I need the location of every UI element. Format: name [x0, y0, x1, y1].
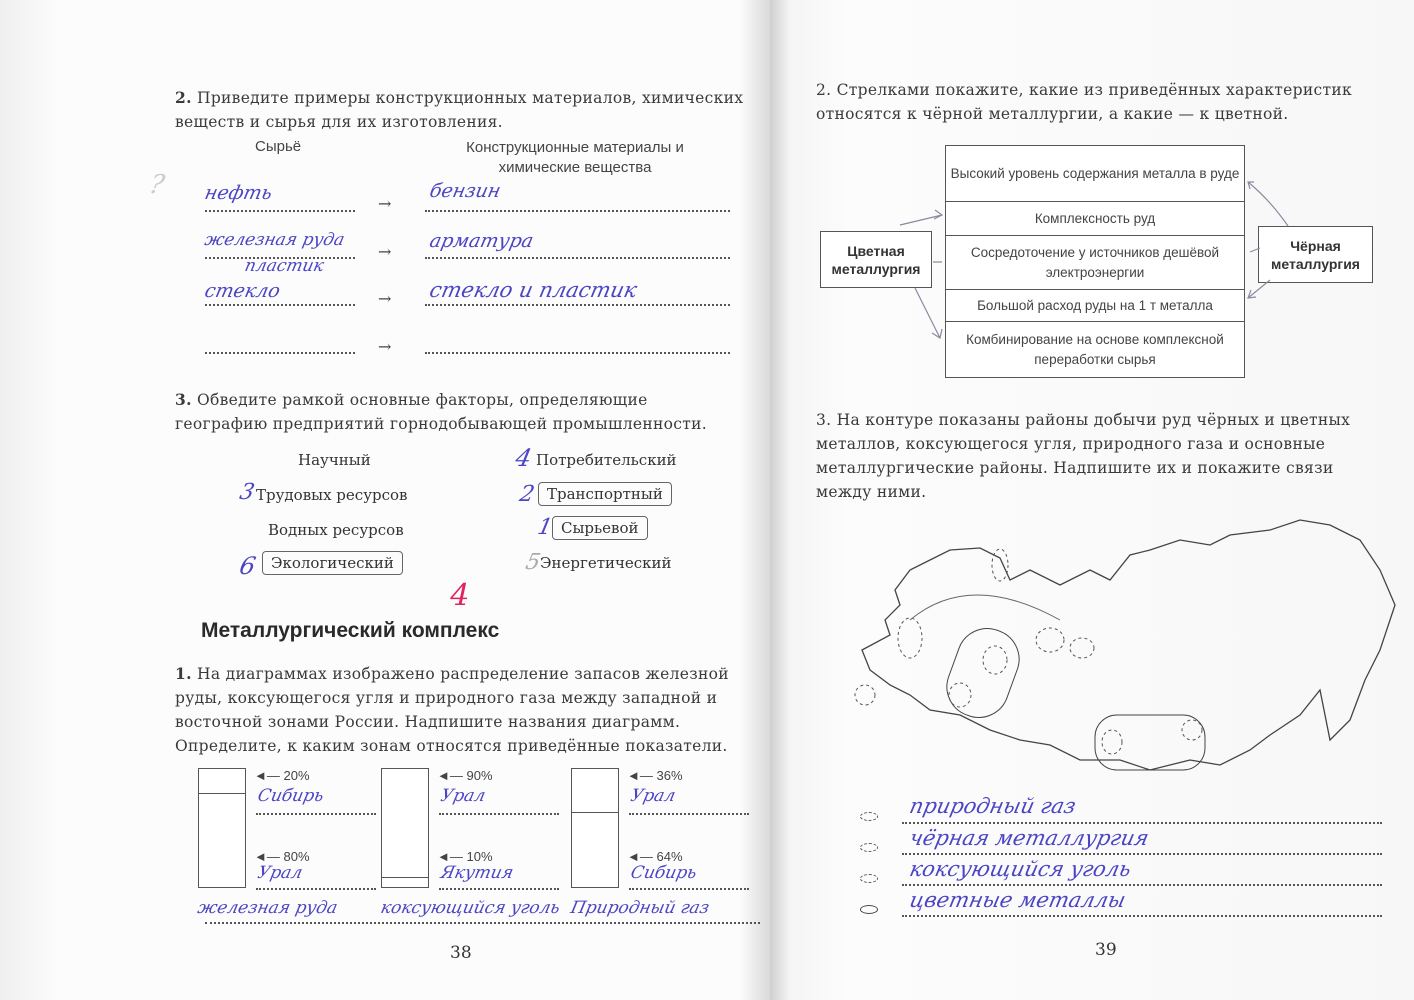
region-marker — [1095, 715, 1205, 770]
diagram-bar — [381, 768, 429, 888]
factor-mark: 4 — [513, 444, 535, 472]
ferrous-box: Чёрная металлургия — [1258, 226, 1373, 283]
task3-text — [816, 408, 1386, 504]
legend-gas-symbol — [860, 812, 878, 821]
page-number: 39 — [1095, 940, 1117, 960]
bottom-answer: Сибирь — [628, 863, 699, 883]
legend-ferrous-symbol — [860, 843, 878, 852]
handdrawn-arrows — [770, 0, 1414, 400]
arrow-line — [1248, 182, 1288, 226]
region-marker — [983, 646, 1007, 674]
diagram-split — [572, 812, 618, 813]
top-percent: ◄— 90% — [437, 768, 493, 783]
top-percent: ◄— 36% — [627, 768, 683, 783]
factor-mark: 2 — [517, 482, 537, 507]
characteristic-item: Комплексность руд — [946, 202, 1244, 236]
region-marker — [898, 618, 922, 658]
task-text: Приведите примеры конструкционных материалов, химических веществ и сырья для их изготовления. — [175, 89, 744, 131]
factor-scientific[interactable]: Научный — [298, 451, 371, 469]
task-text: На диаграммах изображено распределение запасов железной руды, коксующегося угля и природного газа между западной и восточной зонами России. Надпишите названия диаграмм. Определите, к каким зонам относятся приведённые показатели. — [175, 665, 729, 755]
answer-raw: железная руда — [202, 230, 347, 250]
region-marker — [1102, 730, 1122, 754]
factor-energy[interactable]: Энергетический — [540, 554, 672, 572]
col-raw: Сырьё — [255, 138, 302, 155]
grade-mark: 4 — [446, 578, 473, 613]
region-marker — [949, 683, 971, 707]
russia-outline-map — [850, 510, 1410, 780]
answer-raw: пластик — [242, 256, 326, 276]
answer-raw: стекло — [202, 280, 283, 302]
task3-text — [175, 388, 745, 436]
col-materials: Конструкционные материалы и химические вещества — [466, 139, 684, 176]
section-title: Металлургический комплекс — [201, 619, 500, 642]
arrow-line — [1250, 248, 1260, 252]
top-answer: Урал — [628, 786, 678, 806]
answer-raw: нефть — [202, 182, 275, 204]
legend-answer: цветные металлы — [907, 888, 1128, 912]
nonferrous-box: Цветная металлургия — [820, 231, 932, 288]
legend-coal-symbol — [860, 874, 878, 883]
task-text: Стрелками покажите, какие из приведённых характеристик относятся к чёрной металлургии, а какие — к цветной. — [816, 81, 1352, 123]
arrow-line — [900, 210, 942, 225]
arrow: → — [378, 337, 392, 356]
bottom-answer: Якутия — [438, 863, 516, 883]
diagram-bar — [198, 768, 246, 888]
characteristic-item: Комбинирование на основе комплексной переработки сырья — [966, 331, 1224, 367]
region-marker — [992, 549, 1008, 581]
bottom-answer: Урал — [255, 863, 305, 883]
arrow: → — [378, 194, 392, 213]
top-answer: Сибирь — [255, 786, 326, 806]
diagram-title: Природный газ — [568, 898, 712, 918]
region-marker — [1182, 720, 1202, 740]
task-number: 2. — [175, 88, 192, 107]
factor-labor[interactable]: Трудовых ресурсов — [256, 486, 408, 504]
factor-mark: 3 — [237, 480, 257, 505]
factor-consumer[interactable]: Потребительский — [536, 451, 677, 469]
factor-ecological[interactable]: Экологический — [262, 551, 403, 575]
top-answer: Урал — [438, 786, 488, 806]
region-marker — [1036, 628, 1064, 652]
task-number: 1. — [175, 664, 192, 683]
legend-answer: коксующийся уголь — [907, 857, 1134, 881]
task-text: На контуре показаны районы добычи руд чёрных и цветных металлов, коксующегося угля, природного газа и основные металлургические районы. Надпишите их и покажите связи между ними. — [816, 411, 1351, 501]
bottom-percent: ◄— 10% — [437, 849, 493, 864]
answer-material: бензин — [427, 180, 503, 202]
bottom-percent: ◄— 64% — [627, 849, 683, 864]
arrow: → — [378, 242, 392, 261]
task-text: Обведите рамкой основные факторы, определяющие географию предприятий горнодобывающей промышленности. — [175, 391, 707, 433]
country-border — [862, 520, 1395, 770]
characteristic-item: Большой расход руды на 1 т металла — [946, 290, 1244, 322]
region-marker — [855, 685, 875, 705]
factor-water[interactable]: Водных ресурсов — [268, 521, 404, 539]
region-marker — [938, 620, 1027, 726]
factor-transport[interactable]: Транспортный — [538, 482, 672, 506]
factor-mark: 1 — [535, 515, 555, 540]
factor-raw[interactable]: Сырьевой — [552, 516, 648, 540]
answer-material: стекло и пластик — [427, 278, 640, 302]
bottom-percent: ◄— 80% — [254, 849, 310, 864]
factor-mark: 6 — [237, 552, 259, 580]
task-number: 2. — [816, 81, 832, 99]
margin-mark: ? — [146, 170, 168, 200]
diagram-split — [199, 793, 245, 794]
diagram-split — [382, 877, 428, 878]
page-number: 38 — [450, 943, 472, 963]
factor-mark: 5 — [523, 550, 543, 575]
connection-line — [910, 595, 1060, 620]
arrow-line — [915, 288, 942, 338]
arrow-line — [1248, 280, 1270, 298]
page-39 — [770, 0, 1414, 1000]
region-marker — [1070, 638, 1094, 658]
answer-material: арматура — [427, 230, 536, 252]
characteristic-item: Сосредоточение у источников дешёвой электроэнергии — [946, 236, 1244, 290]
diagram-bar — [571, 768, 619, 888]
legend-answer: чёрная металлургия — [907, 826, 1152, 850]
task-number: 3. — [816, 411, 832, 429]
diagram-title: коксующийся уголь — [378, 898, 562, 918]
task2-text — [175, 86, 745, 134]
characteristic-item: Высокий уровень содержания металла в руде — [946, 146, 1244, 202]
legend-nonferrous-symbol — [860, 905, 878, 914]
diagram-title: железная руда — [195, 898, 340, 918]
arrow: → — [378, 289, 392, 308]
task-number: 3. — [175, 390, 192, 409]
top-percent: ◄— 20% — [254, 768, 310, 783]
task1-text — [175, 662, 745, 758]
legend-answer: природный газ — [907, 794, 1079, 818]
